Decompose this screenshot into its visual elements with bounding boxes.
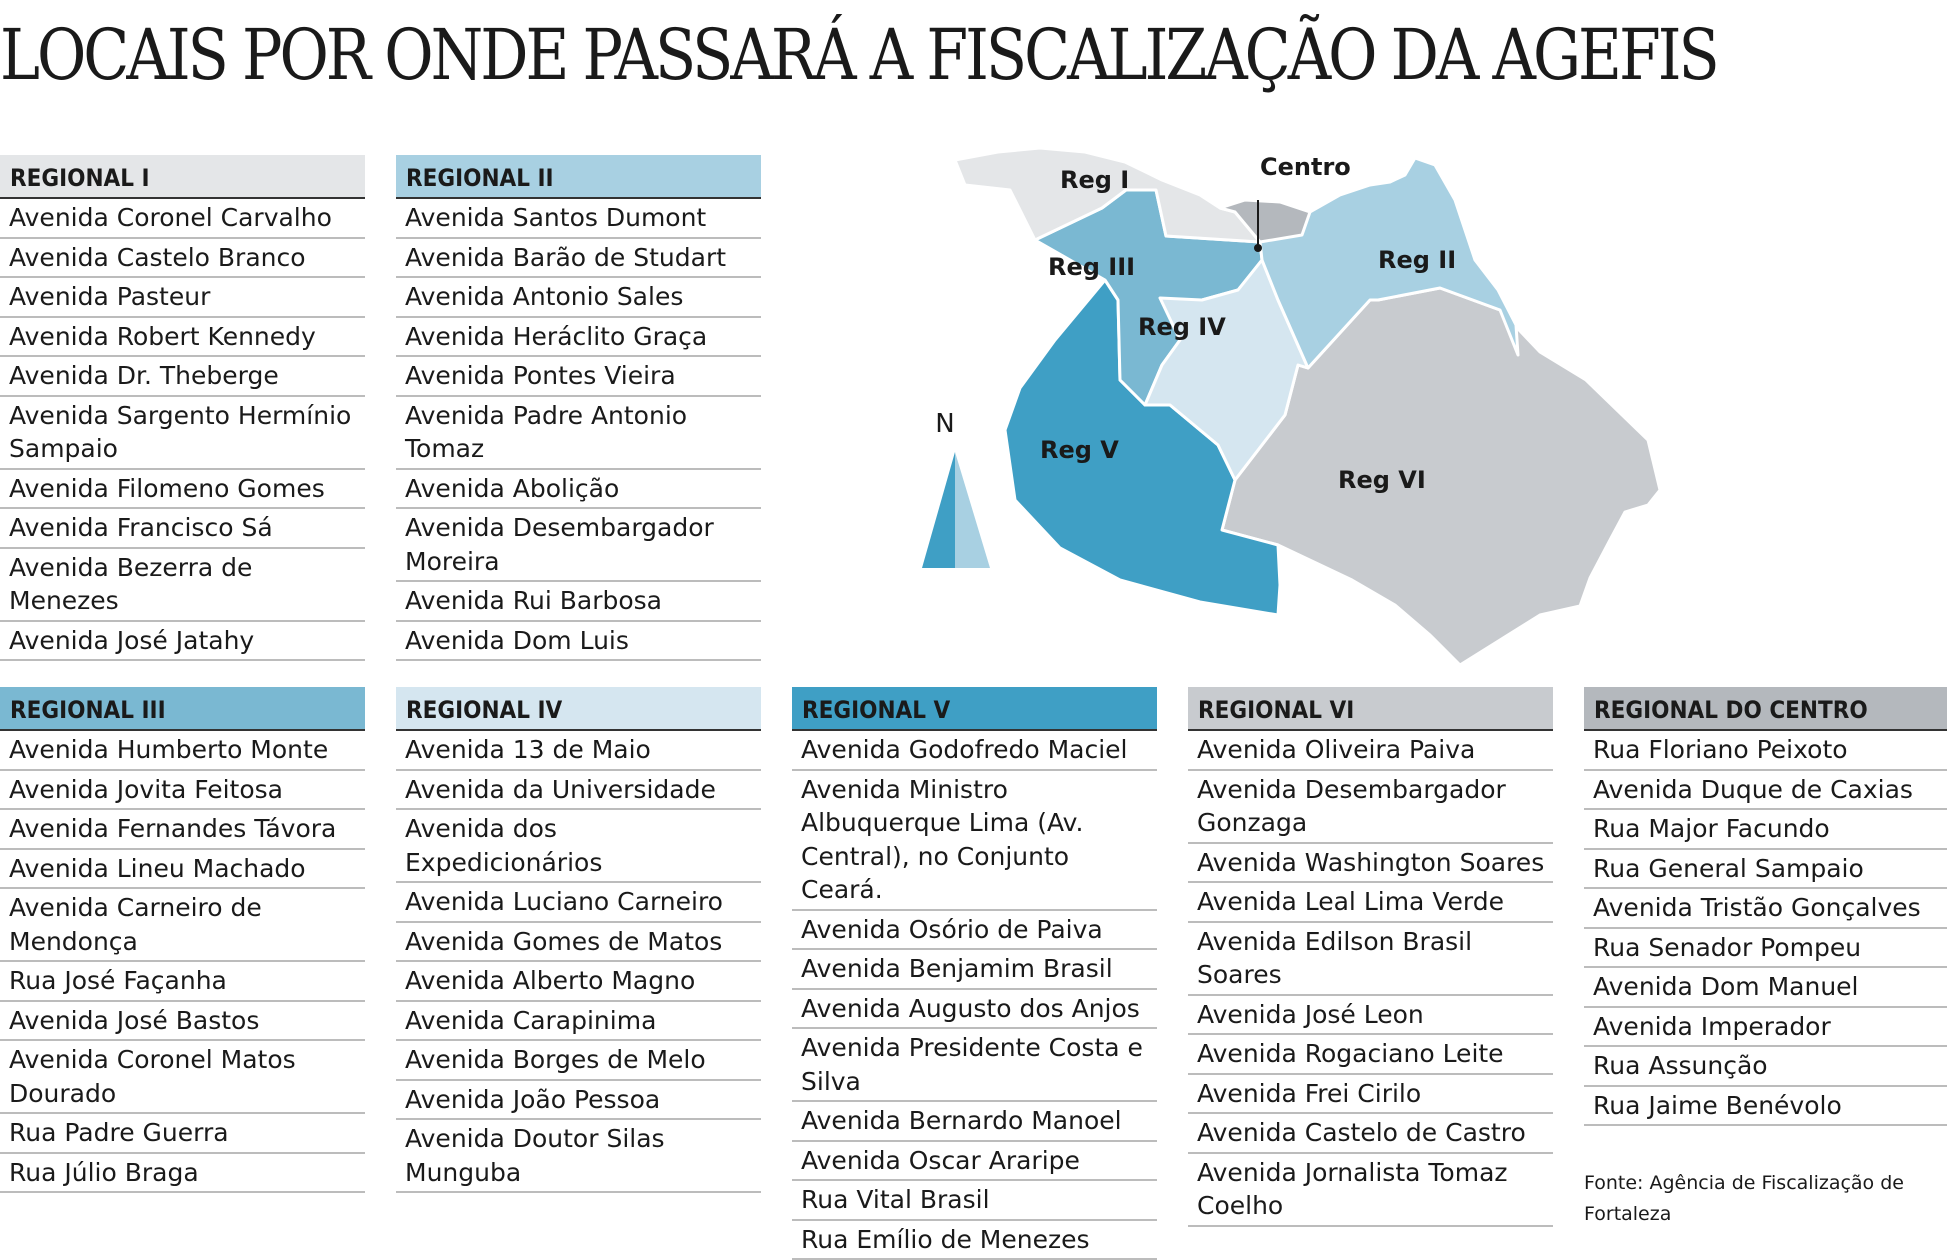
street-item: Avenida Bernardo Manoel [792, 1102, 1157, 1142]
regional-5-panel [792, 687, 1157, 1260]
north-arrow-right [955, 452, 990, 568]
street-item: Avenida Carapinima [396, 1002, 761, 1042]
regional-2-list [396, 199, 761, 661]
street-item: Avenida Pasteur [0, 278, 365, 318]
centro-pointer-dot [1254, 244, 1262, 252]
street-item: Avenida Dr. Theberge [0, 357, 365, 397]
street-item: Avenida Rogaciano Leite [1188, 1035, 1553, 1075]
street-item: Avenida Robert Kennedy [0, 318, 365, 358]
street-item: Avenida Tristão Gonçalves [1584, 889, 1947, 929]
street-item: Avenida Alberto Magno [396, 962, 761, 1002]
street-item: Avenida João Pessoa [396, 1081, 761, 1121]
street-item: Avenida Edilson Brasil Soares [1188, 923, 1553, 996]
street-item: Avenida Sargento Hermínio Sampaio [0, 397, 365, 470]
map-label-reg3: Reg III [1048, 253, 1135, 281]
regional-6-panel [1188, 687, 1553, 1227]
street-item: Avenida Ministro Albuquerque Lima (Av. Central), no Conjunto Ceará. [792, 771, 1157, 911]
map-label-reg4: Reg IV [1138, 313, 1226, 341]
street-item: Avenida José Jatahy [0, 622, 365, 662]
street-item: Avenida Godofredo Maciel [792, 731, 1157, 771]
regional-6-header: REGIONAL VI [1188, 687, 1553, 731]
regional-3-header: REGIONAL III [0, 687, 365, 731]
street-item: Rua Vital Brasil [792, 1181, 1157, 1221]
street-item: Avenida Carneiro de Mendonça [0, 889, 365, 962]
street-item: Avenida Heráclito Graça [396, 318, 761, 358]
north-arrow-left [922, 452, 955, 568]
street-item: Avenida Santos Dumont [396, 199, 761, 239]
street-item: Avenida Lineu Machado [0, 850, 365, 890]
street-item: Avenida Osório de Paiva [792, 911, 1157, 951]
map-label-reg6: Reg VI [1338, 466, 1426, 494]
map-label-reg2: Reg II [1378, 246, 1456, 274]
street-item: Avenida José Leon [1188, 996, 1553, 1036]
street-item: Avenida Gomes de Matos [396, 923, 761, 963]
street-item: Avenida Borges de Melo [396, 1041, 761, 1081]
regional-3-panel [0, 687, 365, 1193]
street-item: Avenida Castelo Branco [0, 239, 365, 279]
regional-centro-header: REGIONAL DO CENTRO [1584, 687, 1947, 731]
street-item: Rua Padre Guerra [0, 1114, 365, 1154]
regional-1-list [0, 199, 365, 661]
regional-1-header: REGIONAL I [0, 155, 365, 199]
regional-5-header: REGIONAL V [792, 687, 1157, 731]
street-item: Avenida Francisco Sá [0, 509, 365, 549]
street-item: Rua Major Facundo [1584, 810, 1947, 850]
street-item: Avenida Coronel Matos Dourado [0, 1041, 365, 1114]
street-item: Avenida Dom Luis [396, 622, 761, 662]
street-item: Avenida Duque de Caxias [1584, 771, 1947, 811]
street-item: Avenida Imperador [1584, 1008, 1947, 1048]
street-item: Rua Jaime Benévolo [1584, 1087, 1947, 1127]
street-item: Rua José Façanha [0, 962, 365, 1002]
street-item: Avenida Bezerra de Menezes [0, 549, 365, 622]
map-label-centro: Centro [1260, 153, 1351, 181]
street-item: Rua Emílio de Menezes [792, 1221, 1157, 1260]
street-item: Avenida Dom Manuel [1584, 968, 1947, 1008]
street-item: Rua General Sampaio [1584, 850, 1947, 890]
regional-4-header: REGIONAL IV [396, 687, 761, 731]
regional-3-list [0, 731, 365, 1193]
regional-4-list [396, 731, 761, 1193]
regional-centro-panel [1584, 687, 1947, 1126]
street-item: Rua Assunção [1584, 1047, 1947, 1087]
page-title: LOCAIS POR ONDE PASSARÁ A FISCALIZAÇÃO DA AGEFIS [0, 14, 1674, 96]
street-item: Avenida dos Expedicionários [396, 810, 761, 883]
street-item: Avenida Abolição [396, 470, 761, 510]
street-item: Avenida Jovita Feitosa [0, 771, 365, 811]
street-item: Avenida Rui Barbosa [396, 582, 761, 622]
map-label-reg1: Reg I [1060, 166, 1129, 194]
regional-4-panel [396, 687, 761, 1193]
regional-6-list [1188, 731, 1553, 1227]
street-item: Avenida Oliveira Paiva [1188, 731, 1553, 771]
street-item: Avenida Barão de Studart [396, 239, 761, 279]
street-item: Avenida Washington Soares [1188, 844, 1553, 884]
north-label: N [935, 409, 954, 439]
regional-centro-list [1584, 731, 1947, 1126]
street-item: Avenida Doutor Silas Munguba [396, 1120, 761, 1193]
street-item: Avenida Padre Antonio Tomaz [396, 397, 761, 470]
street-item: Avenida Leal Lima Verde [1188, 883, 1553, 923]
street-item: Avenida Presidente Costa e Silva [792, 1029, 1157, 1102]
street-item: Avenida Benjamim Brasil [792, 950, 1157, 990]
regional-2-panel [396, 155, 761, 661]
street-item: Avenida Antonio Sales [396, 278, 761, 318]
street-item: Avenida Coronel Carvalho [0, 199, 365, 239]
regionals-map [900, 140, 1660, 680]
street-item: Avenida Filomeno Gomes [0, 470, 365, 510]
street-item: Rua Floriano Peixoto [1584, 731, 1947, 771]
source-note: Fonte: Agência de Fiscalização de Fortaleza [1584, 1168, 1914, 1230]
street-item: Rua Júlio Braga [0, 1154, 365, 1194]
street-item: Avenida Desembargador Moreira [396, 509, 761, 582]
street-item: Avenida Jornalista Tomaz Coelho [1188, 1154, 1553, 1227]
regional-1-panel [0, 155, 365, 661]
street-item: Avenida José Bastos [0, 1002, 365, 1042]
map-label-reg5: Reg V [1040, 436, 1119, 464]
street-item: Avenida Desembargador Gonzaga [1188, 771, 1553, 844]
regional-5-list [792, 731, 1157, 1260]
regional-2-header: REGIONAL II [396, 155, 761, 199]
street-item: Avenida Pontes Vieira [396, 357, 761, 397]
street-item: Avenida Humberto Monte [0, 731, 365, 771]
street-item: Avenida Frei Cirilo [1188, 1075, 1553, 1115]
street-item: Avenida da Universidade [396, 771, 761, 811]
street-item: Avenida Fernandes Távora [0, 810, 365, 850]
street-item: Avenida Oscar Araripe [792, 1142, 1157, 1182]
street-item: Avenida Luciano Carneiro [396, 883, 761, 923]
street-item: Avenida Castelo de Castro [1188, 1114, 1553, 1154]
street-item: Avenida Augusto dos Anjos [792, 990, 1157, 1030]
street-item: Avenida 13 de Maio [396, 731, 761, 771]
street-item: Rua Senador Pompeu [1584, 929, 1947, 969]
